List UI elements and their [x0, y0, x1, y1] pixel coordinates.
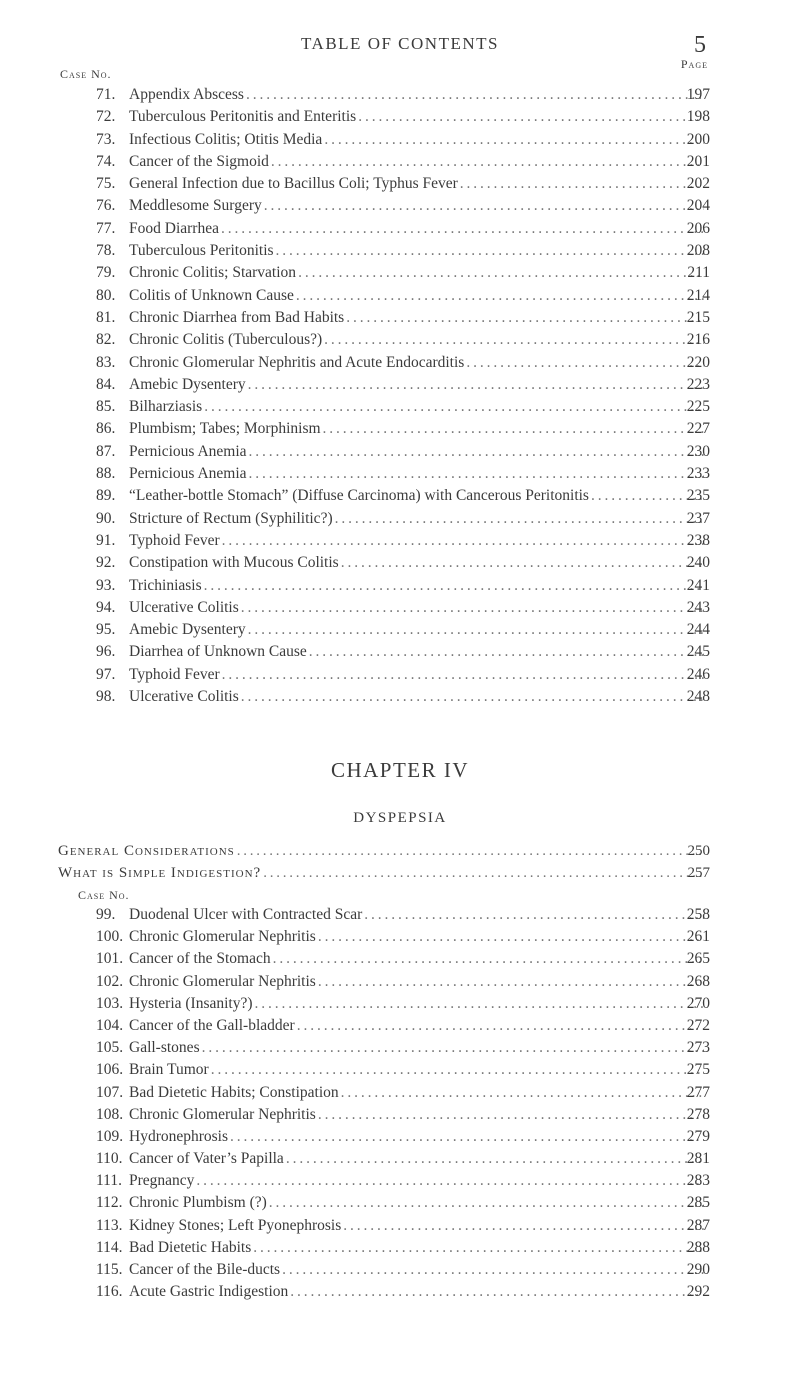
page-ref: 243 — [686, 598, 710, 616]
dot-leader — [248, 619, 704, 641]
toc-entry — [0, 463, 800, 485]
dot-leader — [318, 1104, 704, 1126]
section-list — [0, 840, 800, 884]
dot-leader — [358, 106, 704, 128]
page-ref: 244 — [686, 621, 710, 639]
entry-leader — [129, 151, 708, 173]
page-ref: 250 — [687, 843, 710, 859]
case-title: Meddlesome Surgery — [129, 197, 262, 215]
toc-entry — [0, 1015, 800, 1037]
chapter-title: CHAPTER IV — [330, 758, 470, 782]
toc-entry — [0, 1082, 800, 1104]
case-title: Amebic Dysentery — [129, 375, 246, 393]
page-ref: 197 — [686, 86, 710, 103]
entry-leader — [129, 106, 708, 128]
case-number: 94. — [96, 598, 116, 616]
page-ref: 211 — [687, 264, 710, 282]
case-title: Pregnancy — [129, 1172, 195, 1190]
case-title: Pernicious Anemia — [129, 465, 247, 483]
entry-leader — [129, 971, 708, 993]
toc-entry — [0, 597, 800, 619]
entry-leader — [58, 862, 708, 884]
case-title: Appendix Abscess — [129, 86, 244, 103]
dot-leader — [286, 1148, 704, 1170]
dot-leader — [343, 1215, 704, 1237]
entry-leader — [129, 552, 708, 574]
entry-leader — [129, 1148, 708, 1170]
toc-entry — [0, 1104, 800, 1126]
case-number: 83. — [96, 353, 116, 371]
toc-entry — [0, 1170, 800, 1192]
entry-leader — [129, 1037, 708, 1059]
case-number: 86. — [96, 420, 116, 438]
case-title: Chronic Diarrhea from Bad Habits — [129, 308, 345, 326]
case-title: Chronic Glomerular Nephritis and Acute Endocarditis — [129, 353, 465, 371]
toc-entry — [0, 84, 800, 106]
toc-entry — [0, 904, 800, 926]
case-number: 87. — [96, 442, 116, 460]
entry-leader — [129, 641, 708, 663]
case-title: Cancer of the Bile-ducts — [129, 1261, 281, 1278]
dot-leader — [290, 1281, 704, 1303]
dot-leader — [237, 840, 704, 862]
page-ref: 265 — [686, 950, 710, 968]
case-number: 79. — [96, 264, 116, 282]
chapter-subtitle: DYSPEPSIA — [353, 810, 447, 826]
page-ref: 206 — [686, 219, 710, 237]
case-title: Gall-stones — [129, 1039, 200, 1057]
dot-leader — [364, 904, 704, 926]
entry-leader — [129, 597, 708, 619]
case-number: 89. — [96, 487, 116, 505]
entry-leader — [129, 218, 708, 240]
case-title: Stricture of Rectum (Syphilitic?) — [129, 509, 333, 527]
toc-entry — [0, 352, 800, 374]
section-entry — [0, 840, 800, 862]
dot-leader — [466, 352, 704, 374]
dot-leader — [324, 329, 704, 351]
page-ref: 198 — [686, 108, 710, 126]
case-title: Hysteria (Insanity?) — [129, 994, 253, 1012]
dot-leader — [341, 1082, 704, 1104]
case-number: 97. — [96, 665, 116, 683]
case-number: 72. — [96, 108, 116, 126]
section-title: What is Simple Indigestion? — [58, 865, 262, 881]
page-ref: 288 — [686, 1238, 710, 1256]
case-title: Cancer of Vater’s Papilla — [129, 1150, 284, 1168]
toc-entry — [0, 641, 800, 663]
page-ref: 270 — [686, 994, 710, 1012]
dot-leader — [263, 862, 704, 884]
toc-entry — [0, 396, 800, 418]
page-ref: 277 — [686, 1083, 710, 1101]
entry-leader — [129, 993, 708, 1015]
case-title: Bilharziasis — [129, 398, 203, 416]
toc-entry — [0, 686, 800, 708]
page-ref: 246 — [686, 665, 710, 683]
case-number: 85. — [96, 398, 116, 416]
toc-entry — [0, 1059, 800, 1081]
entry-leader — [129, 686, 708, 708]
case-title: Cancer of the Sigmoid — [129, 152, 269, 170]
entry-leader — [129, 173, 708, 195]
case-number: 105. — [96, 1039, 124, 1057]
case-title: Plumbism; Tabes; Morphinism — [129, 420, 321, 438]
dot-leader — [273, 948, 704, 970]
dot-leader — [248, 374, 704, 396]
entry-leader — [129, 485, 708, 507]
case-number: 112. — [96, 1194, 123, 1212]
toc-entry — [0, 485, 800, 507]
case-title: Ulcerative Colitis — [129, 688, 239, 706]
dot-leader — [202, 1037, 704, 1059]
case-title: Kidney Stones; Left Pyonephrosis — [129, 1216, 342, 1234]
page-ref: 230 — [686, 442, 710, 460]
entry-leader — [129, 1192, 708, 1214]
toc-entry — [0, 1259, 800, 1281]
case-title: Constipation with Mucous Colitis — [129, 554, 339, 572]
page-ref: 240 — [686, 554, 710, 572]
dot-leader — [269, 1192, 704, 1214]
page-ref: 227 — [686, 420, 710, 438]
page-ref: 241 — [686, 576, 710, 594]
case-number: 81. — [96, 308, 116, 326]
case-title: Duodenal Ulcer with Contracted Scar — [129, 906, 363, 923]
entry-leader — [129, 1104, 708, 1126]
case-title: Colitis of Unknown Cause — [129, 286, 294, 304]
case-number: 73. — [96, 130, 116, 148]
case-number: 74. — [96, 152, 116, 170]
toc-entry — [0, 1148, 800, 1170]
dot-leader — [230, 1126, 704, 1148]
dot-leader — [221, 218, 704, 240]
entry-leader — [129, 84, 708, 106]
entry-leader — [129, 1015, 708, 1037]
case-number: 116. — [96, 1283, 123, 1301]
dot-leader — [324, 129, 704, 151]
dot-leader — [241, 686, 704, 708]
entry-leader — [129, 1126, 708, 1148]
case-number: 96. — [96, 643, 116, 661]
page-ref: 214 — [686, 286, 710, 304]
entry-leader — [129, 129, 708, 151]
entry-leader — [129, 352, 708, 374]
dot-leader — [249, 463, 704, 485]
case-number: 95. — [96, 621, 116, 639]
toc-entry — [0, 418, 800, 440]
toc-entry — [0, 329, 800, 351]
dot-leader — [309, 641, 704, 663]
dot-leader — [253, 1237, 704, 1259]
case-number: 76. — [96, 197, 116, 215]
dot-leader — [241, 597, 704, 619]
dot-leader — [255, 993, 704, 1015]
page-ref: 235 — [686, 487, 710, 505]
page-ref: 283 — [686, 1172, 710, 1190]
case-title: General Infection due to Bacillus Coli; Typhus Fever — [129, 175, 458, 193]
case-title: Food Diarrhea — [129, 219, 219, 237]
page-ref: 292 — [686, 1283, 710, 1301]
toc-entry — [0, 1126, 800, 1148]
dot-leader — [318, 971, 704, 993]
entry-leader — [129, 463, 708, 485]
dot-leader — [264, 195, 704, 217]
page-ref: 248 — [686, 688, 710, 706]
page-ref: 233 — [686, 465, 710, 483]
page-ref: 275 — [686, 1061, 710, 1079]
entry-leader — [129, 262, 708, 284]
dot-leader — [246, 84, 704, 106]
case-number: 84. — [96, 375, 116, 393]
page-ref: 272 — [686, 1016, 710, 1034]
toc-entry — [0, 1192, 800, 1214]
entry-leader — [129, 1215, 708, 1237]
page-ref: 245 — [686, 643, 710, 661]
case-number: 78. — [96, 242, 116, 260]
case-number: 92. — [96, 554, 116, 572]
dot-leader — [196, 1170, 704, 1192]
toc-entry — [0, 240, 800, 262]
entry-leader — [129, 664, 708, 686]
dot-leader — [211, 1059, 704, 1081]
case-title: Amebic Dysentery — [129, 621, 246, 639]
entry-leader — [58, 840, 708, 862]
case-title: Chronic Glomerular Nephritis — [129, 928, 316, 946]
case-number: 106. — [96, 1061, 124, 1079]
case-title: Typhoid Fever — [129, 531, 220, 549]
entry-leader — [129, 329, 708, 351]
case-title: Chronic Glomerular Nephritis — [129, 1105, 316, 1123]
toc-entry — [0, 106, 800, 128]
case-number: 77. — [96, 219, 116, 237]
case-number: 75. — [96, 175, 116, 193]
running-title: TABLE OF CONTENTS — [301, 34, 499, 53]
case-number: 101. — [96, 950, 124, 968]
entry-leader — [129, 307, 708, 329]
case-number: 71. — [96, 86, 116, 103]
case-number: 102. — [96, 972, 124, 990]
entry-leader — [129, 1281, 708, 1303]
page-column-head: Page — [680, 57, 708, 71]
toc-entry — [0, 307, 800, 329]
entry-leader — [129, 508, 708, 530]
case-title: Chronic Glomerular Nephritis — [129, 972, 316, 990]
case-title: Bad Dietetic Habits — [129, 1238, 252, 1256]
section-entry — [0, 862, 800, 884]
case-number: 114. — [96, 1238, 123, 1256]
case-number: 111. — [96, 1172, 122, 1190]
toc-entry — [0, 1281, 800, 1303]
case-number: 110. — [96, 1150, 123, 1168]
entry-leader — [129, 240, 708, 262]
toc-entry — [0, 948, 800, 970]
case-number: 103. — [96, 994, 124, 1012]
toc-entry — [0, 129, 800, 151]
case-title: Trichiniasis — [129, 576, 202, 594]
page-ref: 201 — [686, 152, 710, 170]
page-ref: 285 — [686, 1194, 710, 1212]
toc-entry — [0, 1215, 800, 1237]
entry-leader — [129, 441, 708, 463]
page-ref: 204 — [686, 197, 710, 215]
toc-entry — [0, 218, 800, 240]
dot-leader — [222, 530, 704, 552]
dot-leader — [276, 240, 704, 262]
case-number: 107. — [96, 1083, 124, 1101]
toc-entry — [0, 441, 800, 463]
page-ref: 202 — [686, 175, 710, 193]
page-ref: 216 — [686, 331, 710, 349]
case-title: Brain Tumor — [129, 1061, 209, 1079]
toc-entry — [0, 971, 800, 993]
case-title: Infectious Colitis; Otitis Media — [129, 130, 323, 148]
section-title: General Considerations — [58, 843, 235, 859]
case-title: Ulcerative Colitis — [129, 598, 239, 616]
dot-leader — [222, 664, 704, 686]
page-ref: 278 — [686, 1105, 710, 1123]
page-number: 5 — [694, 32, 706, 58]
case-title: Typhoid Fever — [129, 665, 220, 683]
toc-entry — [0, 285, 800, 307]
case-number-column-head: Case No. — [60, 67, 112, 81]
case-title: Cancer of the Gall-bladder — [129, 1016, 295, 1034]
entry-leader — [129, 285, 708, 307]
page-ref: 287 — [686, 1216, 710, 1234]
case-number: 115. — [96, 1261, 123, 1278]
entry-leader — [129, 904, 708, 926]
entry-leader — [129, 575, 708, 597]
toc-entry — [0, 1037, 800, 1059]
dot-leader — [249, 441, 704, 463]
page-ref: 268 — [686, 972, 710, 990]
entry-leader — [129, 619, 708, 641]
dot-leader — [323, 418, 704, 440]
entry-leader — [129, 195, 708, 217]
entry-leader — [129, 1082, 708, 1104]
page-ref: 220 — [686, 353, 710, 371]
dot-leader — [298, 262, 704, 284]
toc-entry — [0, 508, 800, 530]
entry-leader — [129, 374, 708, 396]
entry-leader — [129, 530, 708, 552]
dot-leader — [297, 1015, 704, 1037]
page-ref: 237 — [686, 509, 710, 527]
page-ref: 257 — [687, 865, 710, 881]
case-title: “Leather-bottle Stomach” (Diffuse Carcinoma) with Cancerous Peritonitis — [129, 487, 589, 505]
chapter-entry-list — [0, 904, 800, 1303]
toc-entry — [0, 926, 800, 948]
case-number: 88. — [96, 465, 116, 483]
page-ref: 281 — [686, 1150, 710, 1168]
page-ref: 258 — [686, 906, 710, 923]
page-ref: 208 — [686, 242, 710, 260]
page-ref: 279 — [686, 1127, 710, 1145]
dot-leader — [271, 151, 704, 173]
case-number: 91. — [96, 531, 116, 549]
toc-entry — [0, 552, 800, 574]
case-number: 82. — [96, 331, 116, 349]
case-number: 99. — [96, 906, 116, 923]
page-ref: 238 — [686, 531, 710, 549]
case-title: Acute Gastric Indigestion — [129, 1283, 289, 1301]
dot-leader — [204, 396, 704, 418]
dot-leader — [460, 173, 704, 195]
dot-leader — [282, 1259, 704, 1281]
case-number: 100. — [96, 928, 124, 946]
entry-leader — [129, 1237, 708, 1259]
case-number: 113. — [96, 1216, 123, 1234]
chapter-case-number-head: Case No. — [78, 888, 130, 902]
case-title: Chronic Colitis (Tuberculous?) — [129, 331, 323, 349]
case-title: Bad Dietetic Habits; Constipation — [129, 1083, 339, 1101]
page-ref: 273 — [686, 1039, 710, 1057]
toc-entry — [0, 664, 800, 686]
case-number: 104. — [96, 1016, 124, 1034]
dot-leader — [335, 508, 704, 530]
toc-entry — [0, 151, 800, 173]
case-title: Tuberculous Peritonitis and Enteritis — [129, 108, 357, 126]
toc-entry — [0, 530, 800, 552]
toc-entry — [0, 374, 800, 396]
toc-entry — [0, 195, 800, 217]
toc-entry — [0, 575, 800, 597]
case-title: Diarrhea of Unknown Cause — [129, 643, 307, 661]
page-ref: 223 — [686, 375, 710, 393]
case-title: Pernicious Anemia — [129, 442, 247, 460]
case-title: Chronic Plumbism (?) — [129, 1194, 267, 1212]
dot-leader — [296, 285, 704, 307]
page-ref: 261 — [686, 928, 710, 946]
entry-leader — [129, 418, 708, 440]
dot-leader — [318, 926, 704, 948]
case-number: 98. — [96, 688, 116, 706]
toc-entry-list — [0, 84, 800, 708]
page-ref: 200 — [686, 130, 710, 148]
entry-leader — [129, 1170, 708, 1192]
page-ref: 225 — [686, 398, 710, 416]
case-number: 109. — [96, 1127, 124, 1145]
entry-leader — [129, 1059, 708, 1081]
case-number: 93. — [96, 576, 116, 594]
toc-entry — [0, 262, 800, 284]
dot-leader — [346, 307, 704, 329]
toc-entry — [0, 1237, 800, 1259]
entry-leader — [129, 1259, 708, 1281]
case-number: 108. — [96, 1105, 124, 1123]
page-ref: 215 — [686, 308, 710, 326]
page-ref: 290 — [686, 1261, 710, 1278]
case-number: 90. — [96, 509, 116, 527]
case-number: 80. — [96, 286, 116, 304]
case-title: Tuberculous Peritonitis — [129, 242, 274, 260]
toc-entry — [0, 619, 800, 641]
case-title: Chronic Colitis; Starvation — [129, 264, 297, 282]
entry-leader — [129, 396, 708, 418]
dot-leader — [204, 575, 704, 597]
entry-leader — [129, 948, 708, 970]
entry-leader — [129, 926, 708, 948]
dot-leader — [341, 552, 704, 574]
toc-entry — [0, 173, 800, 195]
case-title: Cancer of the Stomach — [129, 950, 271, 968]
case-title: Hydronephrosis — [129, 1127, 229, 1145]
toc-entry — [0, 993, 800, 1015]
